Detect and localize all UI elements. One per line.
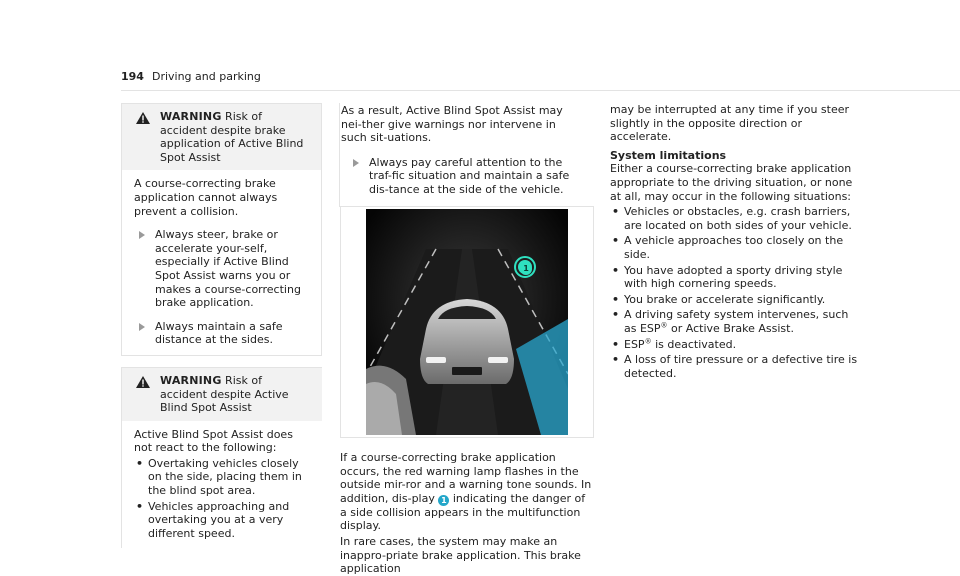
bullet-text: Overtaking vehicles closely on the side, placing them in the blind spot area. (148, 456, 302, 498)
paragraph-2: In rare cases, the system may make an inappro-priate brake application. This brake application (340, 534, 581, 576)
step-text: Always pay careful attention to the traf-fic situation and maintain a safe dis-tance at the side of the vehicle. (369, 155, 570, 196)
list-item: • A vehicle approaches too closely on the side. (612, 234, 844, 261)
step-arrow-icon (139, 323, 145, 331)
warning-title: Risk of accident despite Active Blind Spot Assist (160, 373, 289, 415)
instruction-step (341, 156, 584, 197)
callout-1-badge: 1 (520, 263, 532, 275)
warning-title: Risk of accident despite brake application of Active Blind Spot Assist (160, 110, 304, 164)
warning-box-1 (121, 103, 322, 356)
page-number: 194 (121, 70, 144, 83)
step-text: Always steer, brake or accelerate your-self, especially if Active Blind Spot Assist warns you or makes a course-correcting brake application. (155, 228, 301, 310)
list-item: • A driving safety system intervenes, such as ESP® or Active Brake Assist. (612, 308, 849, 335)
warning-text: As a result, Active Blind Spot Assist may nei-ther give warnings nor intervene in such sit-uations. (341, 104, 563, 145)
paragraph-1: If a course-correcting brake application occurs, the red warning lamp flashes in the outside mir-ror and a warning tone sounds. In addition, dis-play 1 indicating the danger of a side collision appears in the multifunction display. (340, 451, 592, 533)
description (340, 451, 594, 576)
callout-1-inline: 1 (438, 495, 449, 506)
section-title: Driving and parking (151, 70, 261, 83)
warning-header-1 (122, 104, 321, 170)
figure-frame (340, 206, 594, 438)
list-item: • A loss of tire pressure or a defective tire is detected. (612, 353, 858, 380)
warning-label: WARNING (160, 373, 222, 387)
bullet-icon: • (612, 263, 620, 277)
column-3 (610, 103, 858, 380)
warning-body-2 (122, 421, 322, 549)
step-text: Always maintain a safe distance at the sides. (155, 319, 283, 347)
warning-triangle-icon (136, 376, 150, 388)
step-arrow-icon (139, 231, 145, 239)
warning-text: A course-correcting brake application cannot always prevent a collision. (134, 177, 278, 218)
warning-triangle-icon (136, 112, 150, 124)
warning-body-1 (122, 170, 321, 355)
warning-box-2 (121, 367, 322, 549)
warning-header-2 (122, 368, 322, 421)
bullet-icon: • (136, 499, 144, 513)
bullet-icon: • (136, 456, 144, 470)
list-item: • You brake or accelerate significantly. (612, 292, 826, 306)
header-rule (121, 90, 960, 91)
warning-label: WARNING (160, 110, 222, 123)
bullet-text: Vehicles approaching and overtaking you at a very different speed. (148, 499, 290, 540)
blind-spot-assist-display-image (366, 209, 568, 435)
bullet-icon: • (612, 205, 620, 219)
instruction-step (134, 228, 311, 310)
list-item: • You have adopted a sporty driving style with high cornering speeds. (612, 263, 843, 291)
paragraph-continued: may be interrupted at any time if you steer slightly in the opposite direction or accelerate. (610, 103, 850, 144)
instruction-step (134, 320, 311, 347)
bullet-icon: • (612, 292, 620, 306)
bullet-icon: • (612, 337, 620, 351)
bullet-icon: • (612, 353, 620, 367)
warning-text: Active Blind Spot Assist does not react to the following: (134, 427, 293, 455)
list-item (134, 457, 312, 498)
bullet-icon: • (612, 308, 620, 322)
section-heading: System limitations (610, 148, 727, 162)
column-1 (121, 103, 322, 548)
step-arrow-icon (353, 159, 359, 167)
column-2 (340, 103, 594, 576)
intro-text: Either a course-correcting brake application appropriate to the driving situation, or none at all, may occur in the following situations: (610, 162, 853, 203)
bullet-icon: • (612, 234, 620, 248)
list-item (134, 500, 312, 541)
list-item: • Vehicles or obstacles, e.g. crash barriers, are located on both sides of your vehicle. (612, 205, 852, 232)
page-header (121, 70, 261, 84)
warning-continuation (339, 103, 594, 207)
limitations-list (610, 205, 858, 380)
list-item: • ESP® is deactivated. (612, 336, 737, 351)
